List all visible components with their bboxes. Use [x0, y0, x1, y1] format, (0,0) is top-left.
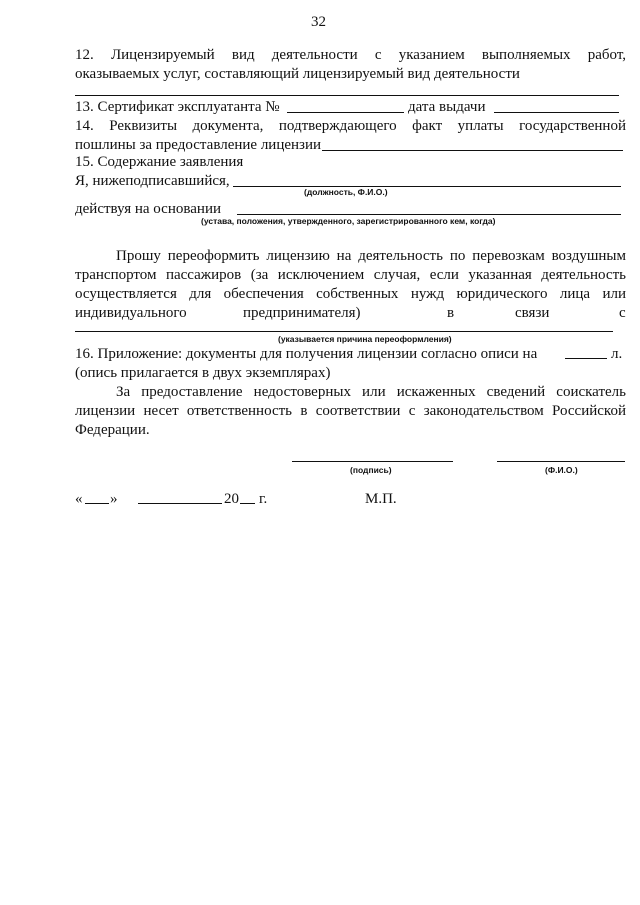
signature-field[interactable]	[292, 461, 453, 462]
year-suffix: г.	[259, 491, 268, 507]
basis-hint: (устава, положения, утвержденного, зарегистрированного кем, когда)	[201, 216, 496, 226]
item13-date-label: дата выдачи	[408, 99, 486, 115]
request-line3: осуществляется для обеспечения собственных нужд юридического лица или	[75, 286, 626, 302]
year-prefix: 20	[224, 491, 239, 507]
certificate-number-field[interactable]	[287, 112, 404, 113]
liability-line3: Федерации.	[75, 422, 150, 438]
liability-line1: За предоставление недостоверных или искаженных сведений соискатель	[116, 384, 626, 400]
liability-line2: лицензии несет ответственность в соответствии с законодательством Российской	[75, 403, 626, 419]
request-line4-word2: предпринимателя)	[243, 305, 361, 321]
basis-label: действуя на основании	[75, 201, 221, 217]
full-name-hint: (Ф.И.О.)	[545, 465, 578, 475]
signer-field[interactable]	[233, 186, 621, 187]
signature-hint: (подпись)	[350, 465, 392, 475]
pages-suffix: л.	[611, 346, 623, 362]
month-field[interactable]	[138, 503, 222, 504]
request-line2: транспортом пассажиров (за исключением случая, если указанная деятельность	[75, 267, 626, 283]
date-quote-open: «	[75, 491, 83, 507]
item14-line2: пошлины за предоставление лицензии	[75, 137, 322, 153]
item12-line2: оказываемых услуг, составляющий лицензируемый вид деятельности	[75, 66, 520, 82]
basis-field[interactable]	[237, 214, 621, 215]
full-name-field[interactable]	[497, 461, 625, 462]
request-line4-word1: индивидуального	[75, 305, 187, 321]
request-line4-word3: в	[447, 305, 455, 321]
request-line1: Прошу переоформить лицензию на деятельность по перевозкам воздушным	[116, 248, 626, 264]
item12-fill-line[interactable]	[75, 95, 619, 96]
item16-line1: 16. Приложение: документы для получения лицензии согласно описи на	[75, 346, 538, 362]
year-field[interactable]	[240, 503, 255, 504]
reason-field[interactable]	[75, 331, 613, 332]
signer-label: Я, нижеподписавшийся,	[75, 173, 230, 189]
request-line4-word5: с	[619, 305, 626, 321]
item12-line1: 12. Лицензируемый вид деятельности с указанием выполняемых работ,	[75, 47, 626, 63]
day-field[interactable]	[85, 503, 109, 504]
issue-date-field[interactable]	[494, 112, 619, 113]
signer-hint: (должность, Ф.И.О.)	[304, 187, 388, 197]
date-quote-close: »	[110, 491, 118, 507]
fee-document-field[interactable]	[322, 150, 623, 151]
item14-line1: 14. Реквизиты документа, подтверждающего факт уплаты государственной	[75, 118, 626, 134]
page-number: 32	[311, 14, 326, 30]
request-line4-word4: связи	[515, 305, 550, 321]
item15-title: 15. Содержание заявления	[75, 154, 244, 170]
pages-count-field[interactable]	[565, 358, 607, 359]
stamp-label: М.П.	[365, 491, 397, 507]
item16-line2: (опись прилагается в двух экземплярах)	[75, 365, 331, 381]
item13-label: 13. Сертификат эксплуатанта №	[75, 99, 280, 115]
reason-hint: (указывается причина переоформления)	[278, 334, 452, 344]
